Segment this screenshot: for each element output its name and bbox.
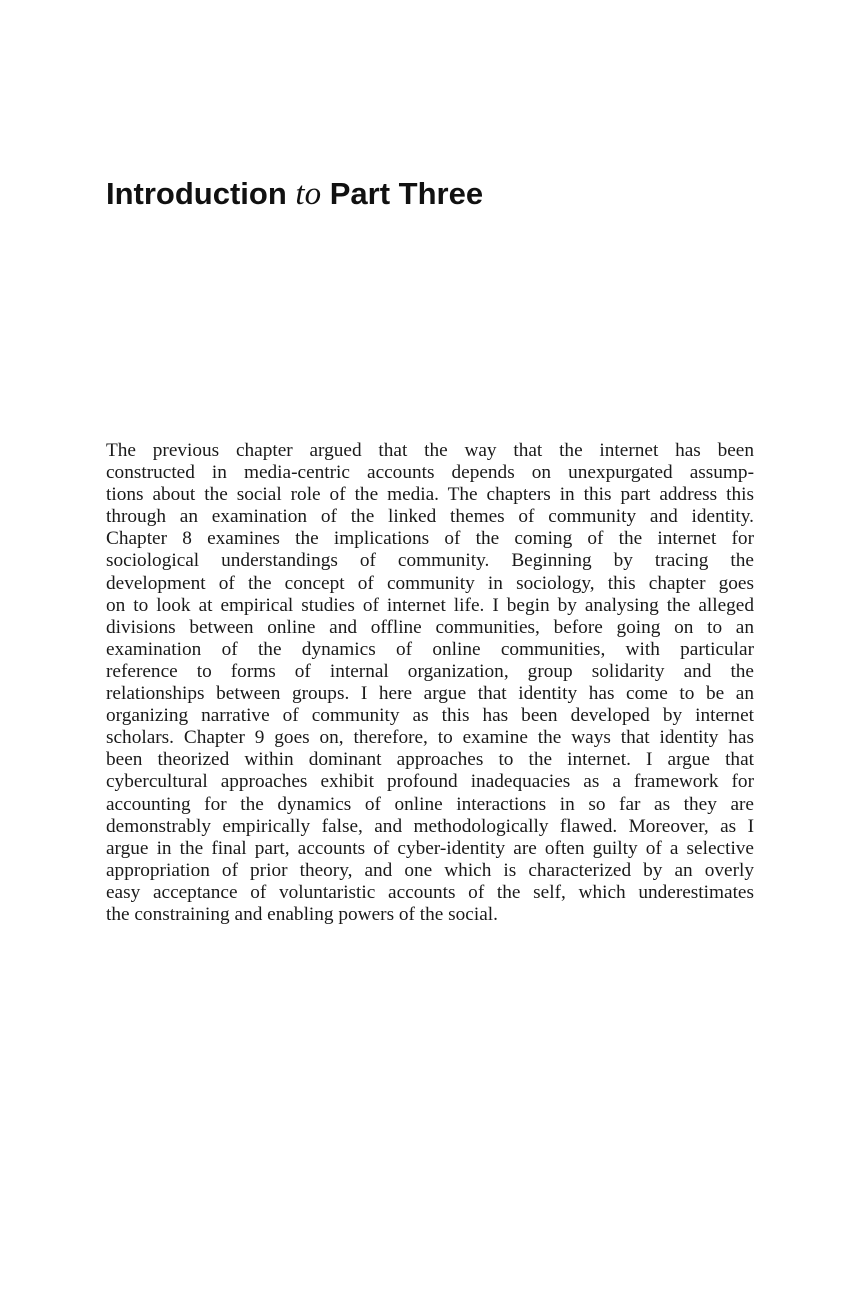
- page-title: [106, 174, 483, 214]
- paragraph-line: through an examination of the linked themes of community and identity.: [106, 506, 754, 528]
- paragraph-line: divisions between online and offline communities, before going on to an: [106, 616, 754, 638]
- paragraph-line: sociological understandings of community. Beginning by tracing the: [106, 550, 754, 572]
- paragraph-line: easy acceptance of voluntaristic accounts of the self, which underestimates: [106, 881, 754, 903]
- paragraph-line: accounting for the dynamics of online interactions in so far as they are: [106, 793, 754, 815]
- paragraph-line: relationships between groups. I here argue that identity has come to be an: [106, 683, 754, 705]
- paragraph-line: examination of the dynamics of online communities, with particular: [106, 638, 754, 660]
- title-part-three: Part Three: [329, 176, 484, 211]
- paragraph-line: been theorized within dominant approaches to the internet. I argue that: [106, 749, 754, 771]
- paragraph-line: the constraining and enabling powers of the social.: [106, 903, 498, 925]
- paragraph-line: scholars. Chapter 9 goes on, therefore, to examine the ways that identity has: [106, 727, 754, 749]
- paragraph-line: on to look at empirical studies of internet life. I begin by analysing the alleged: [106, 594, 754, 616]
- paragraph-line: argue in the final part, accounts of cyber-identity are often guilty of a selective: [106, 837, 754, 859]
- paragraph-line: organizing narrative of community as this has been developed by internet: [106, 705, 754, 727]
- paragraph-line: The previous chapter argued that the way that the internet has been: [106, 440, 754, 461]
- paragraph-line: constructed in media-centric accounts depends on unexpurgated assump-: [106, 462, 754, 484]
- paragraph-line: tions about the social role of the media. The chapters in this part address this: [106, 484, 754, 506]
- paragraph-line: cybercultural approaches exhibit profound inadequacies as a framework for: [106, 771, 754, 793]
- title-to: to: [295, 176, 322, 212]
- title-introduction: Introduction: [106, 176, 287, 211]
- intro-paragraph: [106, 440, 754, 926]
- paragraph-line: reference to forms of internal organization, group solidarity and the: [106, 660, 754, 682]
- paragraph-line: appropriation of prior theory, and one which is characterized by an overly: [106, 859, 754, 881]
- paragraph-line: development of the concept of community in sociology, this chapter goes: [106, 572, 754, 594]
- paragraph-line: demonstrably empirically false, and methodologically flawed. Moreover, as I: [106, 815, 754, 837]
- paragraph-line: Chapter 8 examines the implications of the coming of the internet for: [106, 528, 754, 550]
